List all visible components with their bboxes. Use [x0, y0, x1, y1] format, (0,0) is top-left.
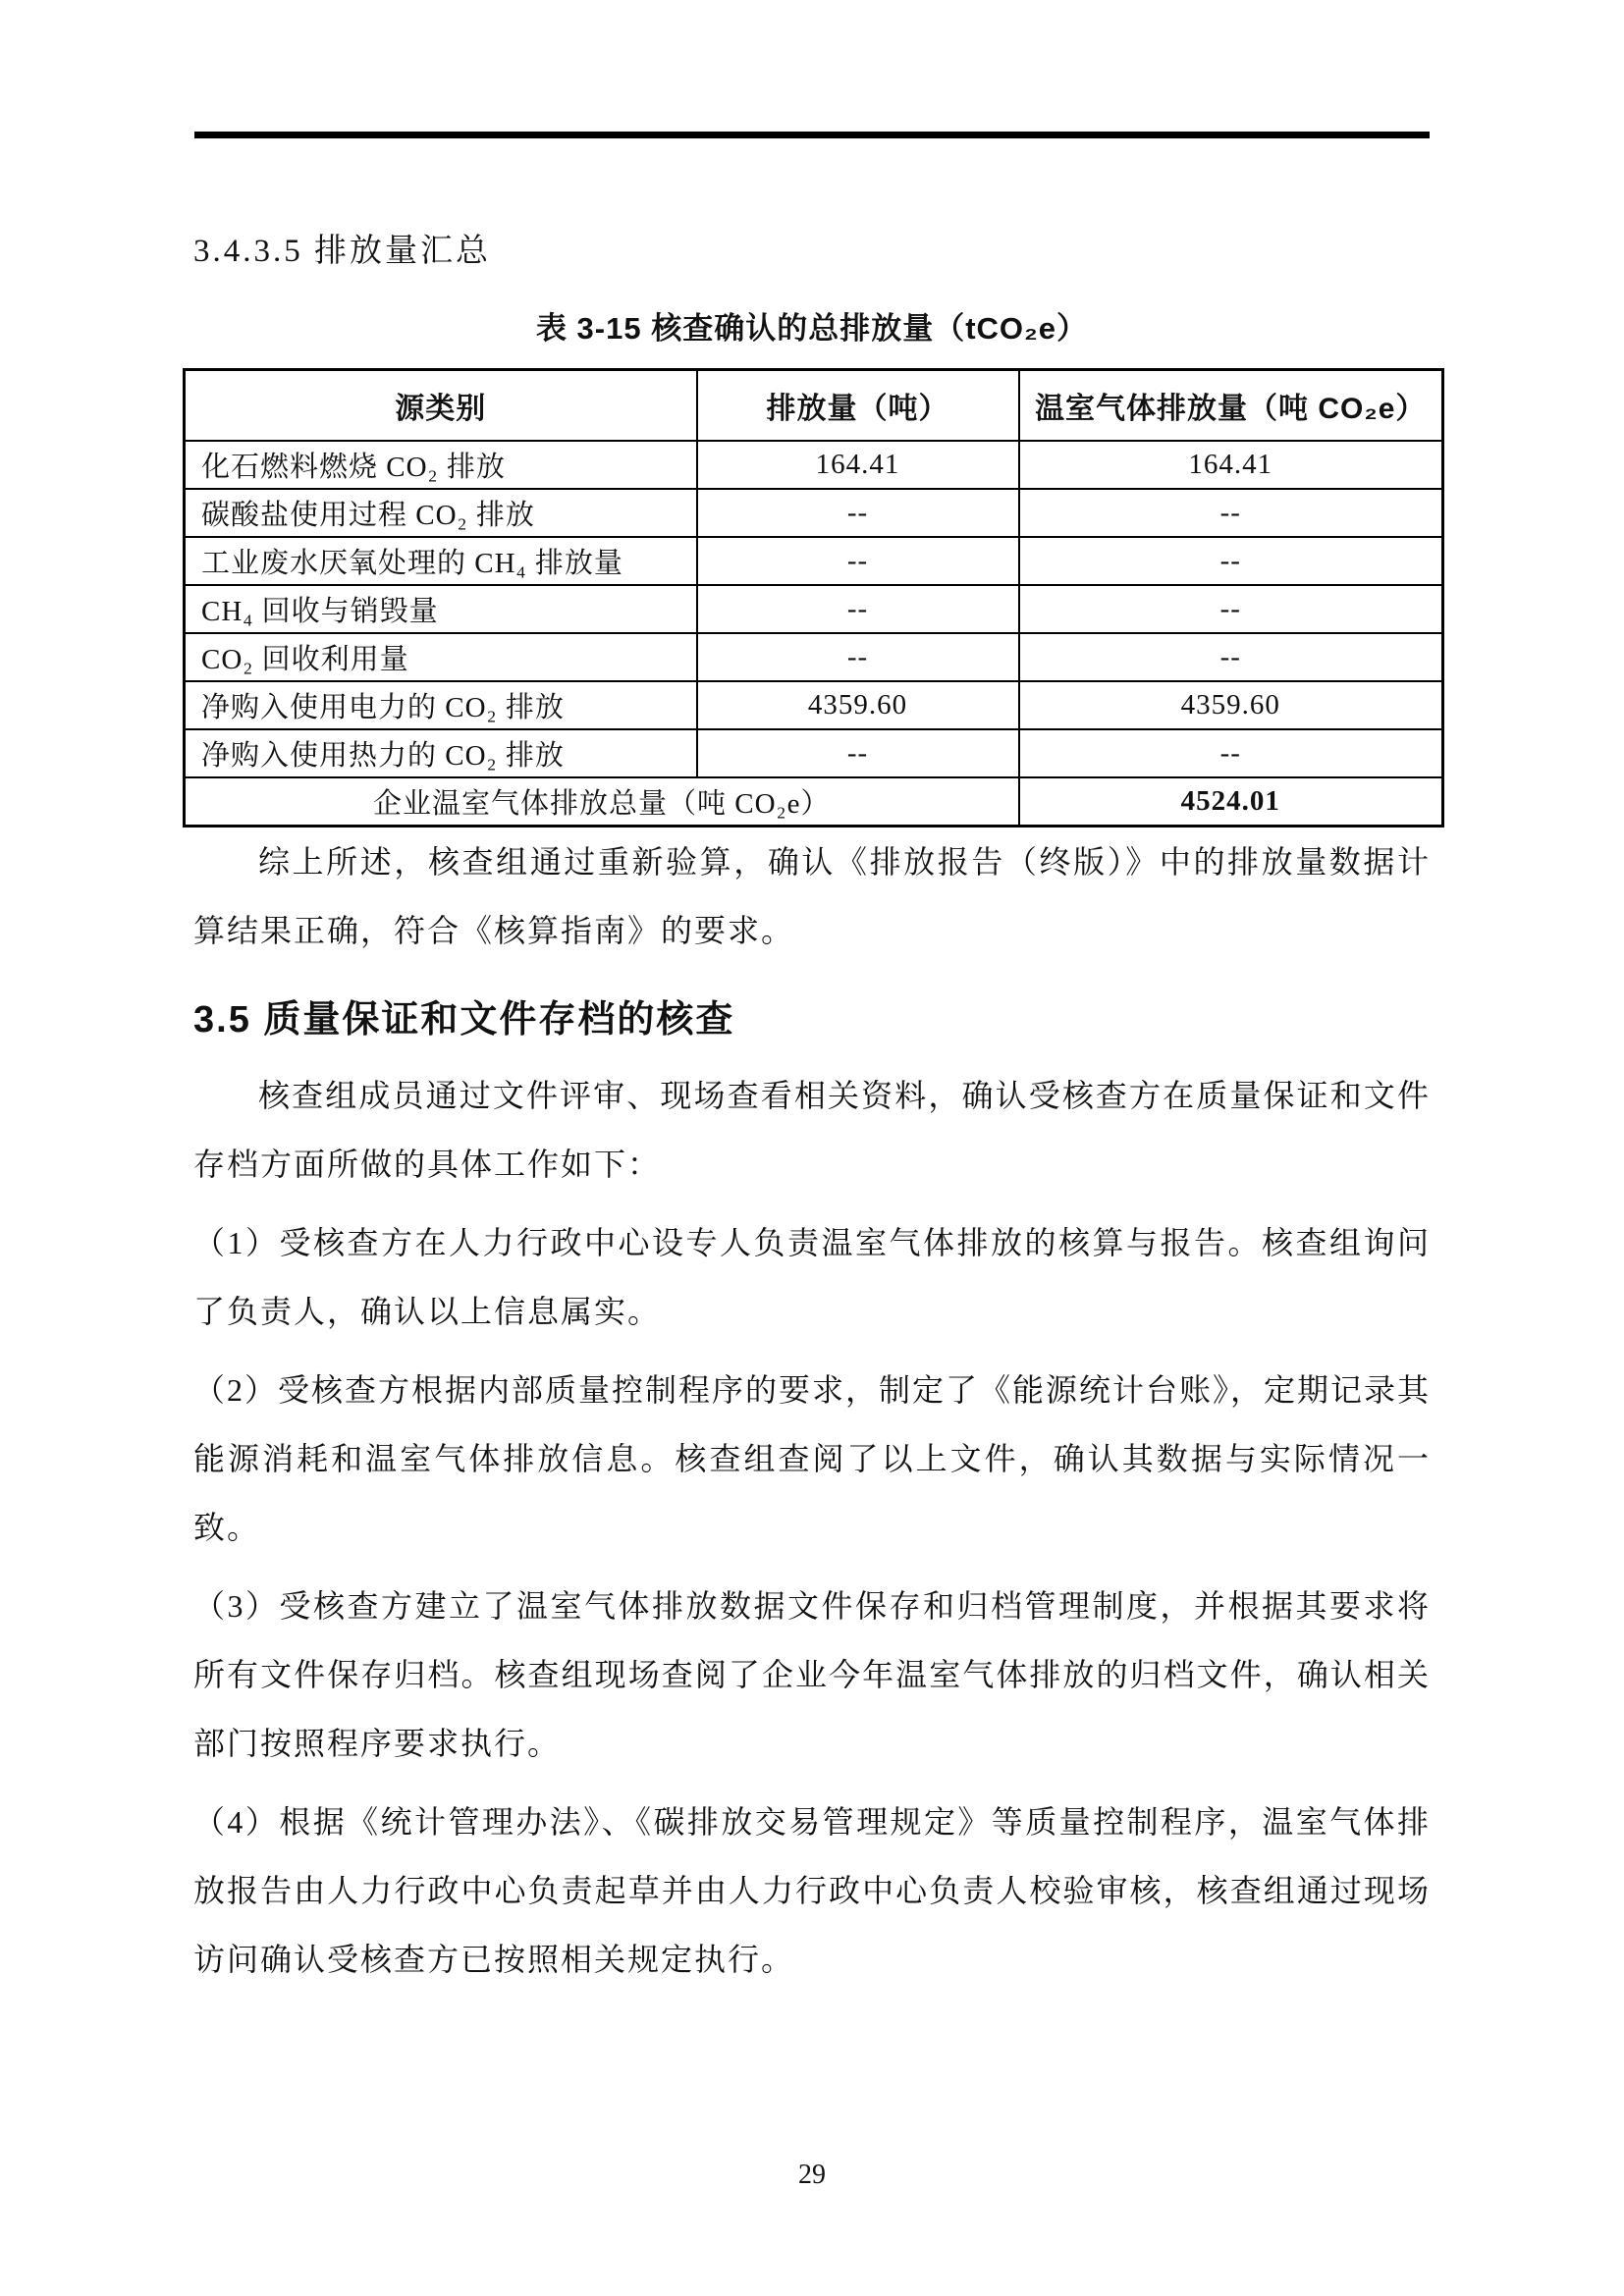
page-number: 29 [798, 2160, 826, 2190]
row-source-label: 化石燃料燃烧 CO₂ 排放 [185, 441, 697, 489]
numbered-paragraph-4: （4）根据《统计管理办法》、《碳排放交易管理规定》等质量控制程序，温室气体排放报告由人力行政中心负责起草并由人力行政中心负责人校验审核，核查组通过现场访问确认受核查方已按照相关规定执行。 [193, 1804, 1431, 1977]
table-row [185, 441, 1443, 489]
row-ghg-value: 164.41 [1019, 441, 1443, 489]
row-emission-value: -- [697, 537, 1019, 585]
row-source-label: 工业废水厌氧处理的 CH₄ 排放量 [185, 537, 697, 585]
table-row [185, 681, 1443, 729]
total-row-value: 4524.01 [1019, 777, 1443, 827]
row-emission-value: 164.41 [697, 441, 1019, 489]
table-row [185, 729, 1443, 777]
page-content [193, 138, 1431, 2003]
row-emission-value: -- [697, 729, 1019, 777]
table-total-row [185, 777, 1443, 827]
numbered-paragraph-2: （2）受核查方根据内部质量控制程序的要求，制定了《能源统计台账》，定期记录其能源消耗和温室气体排放信息。核查组查阅了以上文件，确认其数据与实际情况一致。 [193, 1372, 1432, 1545]
section-35-intro-paragraph: 核查组成员通过文件评审、现场查看相关资料，确认受核查方在质量保证和文件存档方面所做的具体工作如下： [193, 1078, 1431, 1182]
row-source-label: 净购入使用热力的 CO₂ 排放 [185, 729, 697, 777]
column-header-ghg: 温室气体排放量（吨 CO₂e） [1019, 370, 1443, 442]
row-ghg-value: -- [1019, 489, 1443, 537]
table-row [185, 633, 1443, 681]
row-ghg-value: 4359.60 [1019, 681, 1443, 729]
table-row [185, 537, 1443, 585]
column-header-emission: 排放量（吨） [697, 370, 1019, 442]
section-heading-35: 3.5 质量保证和文件存档的核查 [193, 999, 735, 1041]
summary-paragraph: 综上所述，核查组通过重新验算，确认《排放报告（终版）》中的排放量数据计算结果正确，符合《核算指南》的要求。 [193, 844, 1431, 948]
total-row-label: 企业温室气体排放总量（吨 CO₂e） [185, 777, 1019, 827]
row-source-label: CO₂ 回收利用量 [185, 633, 697, 681]
column-header-source: 源类别 [185, 370, 697, 442]
numbered-paragraph-3: （3）受核查方建立了温室气体排放数据文件保存和归档管理制度，并根据其要求将所有文件保存归档。核查组现场查阅了企业今年温室气体排放的归档文件，确认相关部门按照程序要求执行。 [193, 1588, 1431, 1761]
table-row [185, 585, 1443, 633]
numbered-paragraph-1: （1）受核查方在人力行政中心设专人负责温室气体排放的核算与报告。核查组询问了负责人，确认以上信息属实。 [193, 1225, 1431, 1329]
row-ghg-value: -- [1019, 729, 1443, 777]
row-ghg-value: -- [1019, 585, 1443, 633]
table-row [185, 489, 1443, 537]
table-header-row [185, 370, 1443, 442]
row-emission-value: -- [697, 585, 1019, 633]
row-emission-value: -- [697, 489, 1019, 537]
section-heading-3435: 3.4.3.5 排放量汇总 [193, 234, 491, 269]
emissions-table [183, 368, 1444, 828]
table-caption: 表 3-15 核查确认的总排放量（tCO₂e） [535, 311, 1089, 346]
row-ghg-value: -- [1019, 537, 1443, 585]
row-source-label: 净购入使用电力的 CO₂ 排放 [185, 681, 697, 729]
row-emission-value: -- [697, 633, 1019, 681]
row-ghg-value: -- [1019, 633, 1443, 681]
header-rule [194, 132, 1430, 138]
row-source-label: 碳酸盐使用过程 CO₂ 排放 [185, 489, 697, 537]
row-source-label: CH₄ 回收与销毁量 [185, 585, 697, 633]
row-emission-value: 4359.60 [697, 681, 1019, 729]
